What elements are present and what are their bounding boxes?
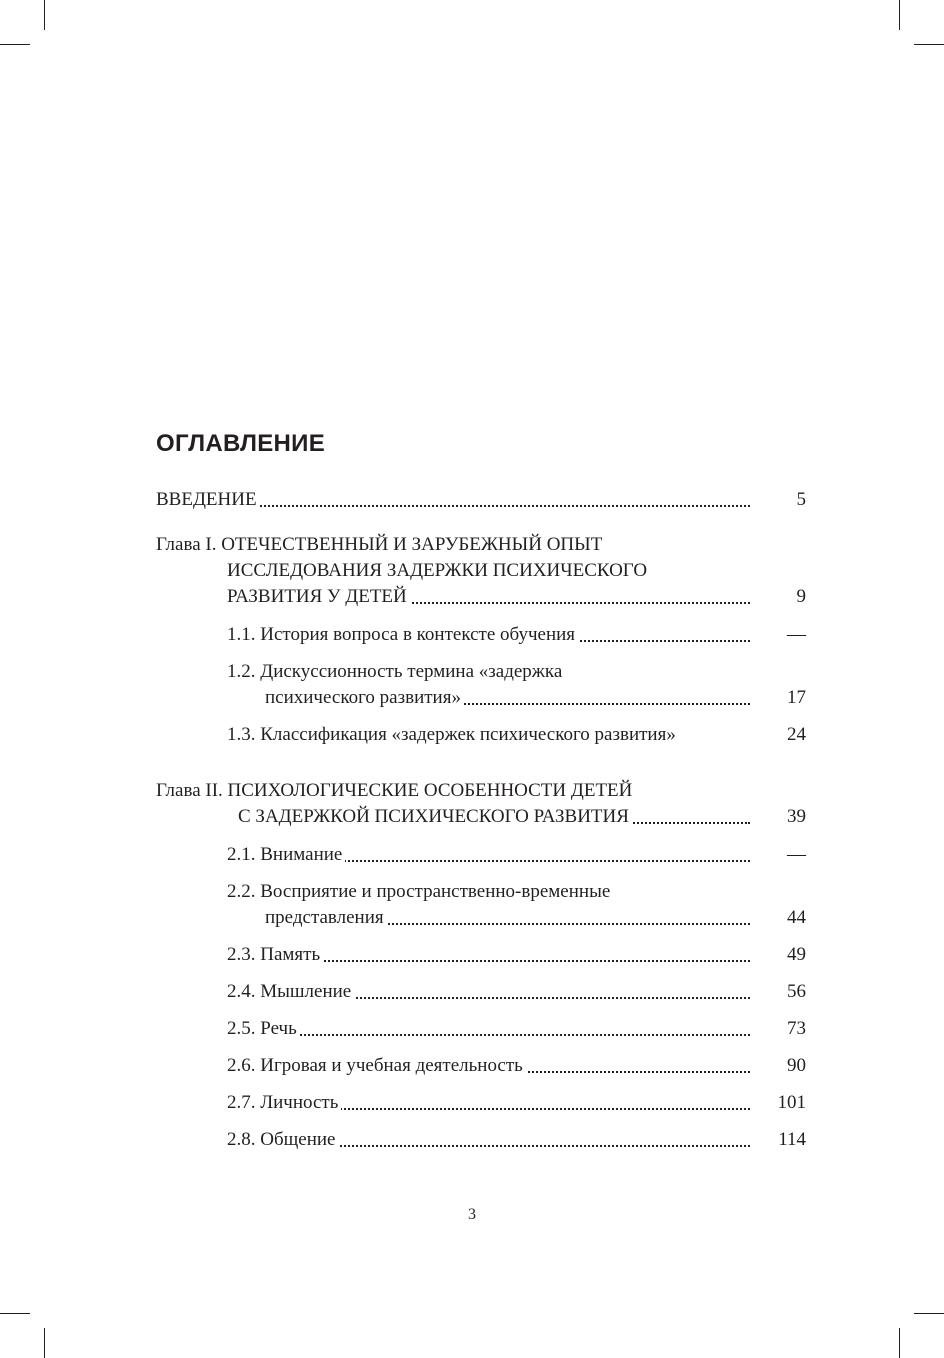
toc-page-number: 17 (787, 687, 806, 708)
toc-page-number: 5 (796, 489, 806, 510)
toc-page-number: 56 (787, 981, 806, 1002)
toc-entry-line: 2.7. Личность (227, 1090, 750, 1116)
toc-page-number: 44 (787, 907, 806, 928)
toc-page-number: 9 (796, 586, 806, 607)
table-of-contents (156, 487, 806, 1153)
toc-entry-2-8[interactable] (156, 1127, 806, 1153)
toc-page-number: 73 (787, 1018, 806, 1039)
toc-entry-2-4[interactable] (156, 979, 806, 1005)
toc-entry-line: ВВЕДЕНИЕ (156, 487, 750, 513)
toc-entry-line: 1.1. История вопроса в контексте обучения (227, 622, 750, 648)
toc-entry-line: 2.4. Мышление (227, 979, 750, 1005)
toc-page-number: 114 (778, 1129, 806, 1150)
toc-entry-line: 2.3. Память (227, 942, 750, 968)
crop-mark (44, 1328, 45, 1358)
toc-entry-1-2[interactable] (156, 659, 806, 711)
toc-entry-2-5[interactable] (156, 1016, 806, 1042)
toc-entry-line: 2.6. Игровая и учебная деятельность (227, 1053, 750, 1079)
toc-entry-introduction[interactable] (156, 487, 806, 513)
toc-entry-2-3[interactable] (156, 942, 806, 968)
toc-entry-line: представления (227, 905, 750, 931)
crop-mark (914, 1313, 944, 1314)
toc-entry-line: 1.3. Классификация «задержек психического развития» (227, 722, 806, 748)
toc-entry-line: ИССЛЕДОВАНИЯ ЗАДЕРЖКИ ПСИХИЧЕСКОГО (227, 560, 648, 581)
toc-entry-line: 2.8. Общение (227, 1127, 750, 1153)
toc-entry-line: Глава II. ПСИХОЛОГИЧЕСКИЕ ОСОБЕННОСТИ ДЕТЕЙ (156, 780, 633, 801)
toc-entry-line: 1.2. Дискуссионность термина «задержка (227, 661, 563, 682)
toc-page-number: 90 (787, 1055, 806, 1076)
crop-mark (914, 44, 944, 45)
crop-mark (899, 1328, 900, 1358)
toc-entry-1-1[interactable] (156, 622, 806, 648)
toc-entry-2-1[interactable] (156, 842, 806, 868)
toc-page-number: 24 (787, 724, 806, 745)
toc-entry-line: 2.1. Внимание (227, 842, 750, 868)
toc-page-number: — (787, 844, 806, 865)
toc-entry-2-7[interactable] (156, 1090, 806, 1116)
toc-page-number: 49 (787, 944, 806, 965)
toc-entry-line: С ЗАДЕРЖКОЙ ПСИХИЧЕСКОГО РАЗВИТИЯ (156, 804, 750, 830)
crop-mark (0, 44, 30, 45)
toc-entry-1-3[interactable] (156, 722, 806, 748)
toc-page-number: 101 (777, 1092, 806, 1113)
toc-entry-line: Глава I. ОТЕЧЕСТВЕННЫЙ И ЗАРУБЕЖНЫЙ ОПЫТ (156, 534, 603, 555)
toc-entry-line: 2.5. Речь (227, 1016, 750, 1042)
toc-entry-chapter-1[interactable] (156, 532, 806, 610)
toc-page-number: — (787, 624, 806, 645)
crop-mark (44, 0, 45, 30)
toc-entry-line: психического развития» (227, 685, 750, 711)
toc-page-number: 39 (787, 806, 806, 827)
toc-entry-chapter-2[interactable] (156, 778, 806, 830)
toc-entry-line: 2.2. Восприятие и пространственно-временные (227, 881, 611, 902)
toc-entry-2-2[interactable] (156, 879, 806, 931)
toc-entry-line: РАЗВИТИЯ У ДЕТЕЙ (156, 584, 750, 610)
toc-entry-2-6[interactable] (156, 1053, 806, 1079)
crop-mark (0, 1313, 30, 1314)
crop-mark (899, 0, 900, 30)
page-number: 3 (468, 1206, 476, 1223)
toc-title: ОГЛАВЛЕНИЕ (156, 430, 326, 457)
